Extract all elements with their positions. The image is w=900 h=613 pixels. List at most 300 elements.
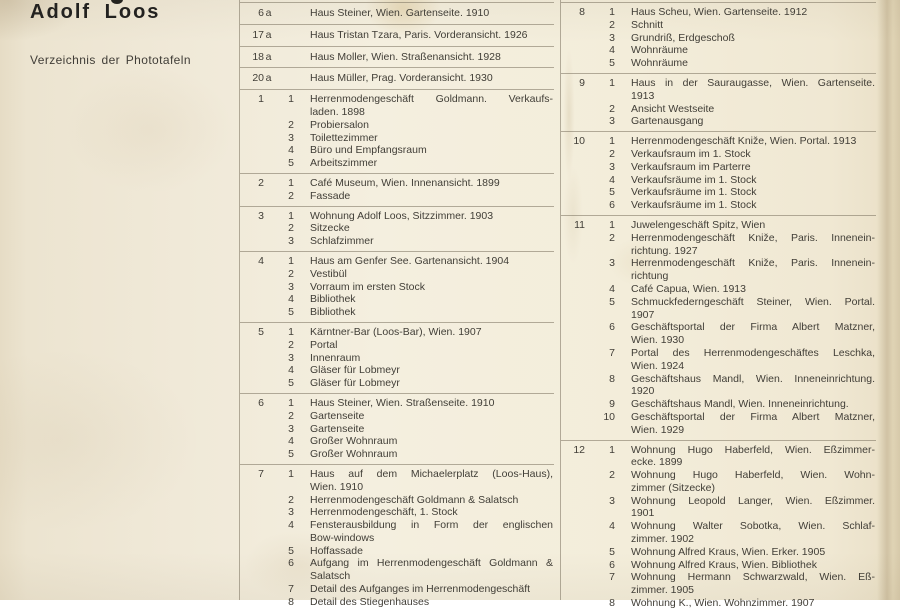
item-number: 7 [609,346,615,359]
item-text [310,352,553,365]
item-number: 2 [288,409,294,422]
item-number: 1 [609,6,615,18]
plate-number-cell [240,468,273,481]
item-text [631,186,875,199]
plate-number: 3 [258,209,264,222]
plate-number: 6 [258,7,264,19]
plate-suffix: a [265,7,272,19]
plate-suffix [264,397,273,410]
item-text [631,546,875,559]
item-text-line: Herrenmodengeschäft Goldmann. Verkaufs- [310,93,553,106]
item-text-line: Wohnung Adolf Loos, Sitzzimmer. 1903 [310,209,494,222]
plate-item-row [288,325,553,339]
plate-item-row [609,321,875,347]
item-number: 4 [288,435,294,448]
plate-number-cell [561,135,594,148]
item-text [310,468,553,494]
plate-item-row [609,102,875,116]
item-text [310,51,553,64]
plate-number: 7 [258,467,264,480]
item-number: 9 [609,398,615,411]
item-text [310,519,553,545]
item-text [310,377,553,390]
plate-suffix [585,77,594,90]
plate-item-row [609,218,875,232]
item-text-line: Haus Müller, Prag. Vorderansicht. 1930 [310,72,493,85]
plate-item-row [609,494,875,521]
item-text [631,597,875,610]
item-text-line: Großer Wohnraum [310,435,398,448]
item-text-line: Verkaufsraum im Parterre [631,160,751,173]
plate-item-row [609,199,875,212]
item-text-line: Café Museum, Wien. Innenansicht. 1899 [310,176,500,189]
plate-section [240,67,554,89]
plate-item-row [288,157,553,170]
plate-suffix [264,177,273,190]
plate-item-row [288,422,553,436]
plate-suffix [264,210,273,223]
plate-section [240,322,554,393]
plate-section [240,464,554,612]
item-text [310,557,553,583]
item-number: 4 [609,282,615,295]
plate-number-cell [561,77,594,90]
item-number: 1 [609,218,615,231]
plate-number: 2 [258,176,264,189]
item-text [310,364,553,377]
item-text-line: richtung. 1927 [631,244,698,257]
plate-item-row [288,254,553,268]
item-text [310,268,553,281]
plate-suffix [585,6,594,19]
item-text-line: 1907 [631,308,655,321]
item-text-line: richtung [631,270,669,283]
item-text-line: zimmer. 1905 [631,584,695,597]
item-text-line: Herrenmodengeschäft Kniže, Paris. Innenein- [631,257,875,270]
plate-item-list [288,467,553,609]
item-text [631,398,875,411]
item-text-line: Wien. 1924 [631,359,685,372]
item-text [310,326,553,339]
item-text-line: Herrenmodengeschäft, 1. Stock [310,506,458,519]
plate-suffix [264,93,273,106]
plate-number: 17 [252,28,264,41]
plate-item-row [609,31,875,45]
item-number: 5 [288,377,294,390]
item-text [631,347,875,373]
item-number: 8 [288,595,294,608]
plate-item-row [288,544,553,558]
item-text-line: Vorraum im ersten Stock [310,280,425,293]
item-number: 5 [288,157,294,170]
item-text-line: Büro und Empfangsraum [310,144,427,157]
item-number: 5 [609,545,615,558]
plate-suffix: a [265,50,272,63]
item-text [631,19,875,32]
plate-item-row [609,115,875,128]
plate-number-cell [240,29,273,42]
item-text-line: Wohnung K., Wien. Wohnzimmer. 1907 [631,597,815,610]
plate-number: 18 [252,50,264,63]
item-text-line: Herrenmodengeschäft Kniže, Wien. Portal. 1913 [631,135,857,148]
plate-item-row [288,118,553,132]
item-text-line: Wohnung Hermann Schwarzwald, Wien. Eß- [631,571,875,584]
plate-number: 12 [573,443,585,456]
item-number: 8 [609,372,615,385]
plate-item-row [288,557,553,583]
plate-number-cell [561,444,594,457]
plate-number: 20 [252,72,264,85]
plate-item-row [609,558,875,572]
item-number: 5 [609,295,615,308]
item-text [631,232,875,258]
item-number: 1 [288,396,294,409]
plate-section [561,2,876,73]
item-number: 3 [609,257,615,270]
item-number: 1 [609,76,615,89]
plate-suffix [585,219,594,232]
plate-item-row [288,93,553,119]
plate-item-row [288,209,553,223]
plate-section [240,173,554,206]
plate-item-row [609,443,875,470]
item-text [310,177,553,190]
item-text-line: Aufgang im Herrenmodengeschäft Goldmann & [310,557,553,570]
item-text [310,281,553,294]
plate-list-column-1 [239,0,554,608]
item-number: 2 [609,147,615,160]
plate-suffix: a [265,28,272,41]
item-text [631,571,875,597]
item-text-line: Gartenseite [310,409,365,422]
item-text-line: Hoffassade [310,544,363,557]
item-text [631,219,875,232]
item-number: 4 [609,520,615,533]
item-text-line: Portal [310,338,338,351]
item-text-line: Wohnung Leopold Langer, Wien. Eßzimmer. [631,494,875,507]
plate-item-list [310,29,553,42]
item-number: 5 [288,306,294,319]
item-number: 10 [603,410,615,423]
item-text-line: Verkaufsräume im 1. Stock [631,186,757,199]
item-text [631,296,875,322]
item-text-line: Wohnung Hugo Haberfeld, Wien. Eßzimmer- [631,443,875,456]
item-text-line: Café Capua, Wien. 1913 [631,282,746,295]
item-number: 3 [609,494,615,507]
plate-item-list [609,6,875,70]
item-text [631,161,875,174]
plate-item-row [609,135,875,148]
item-number: 4 [288,364,294,377]
item-number: 5 [609,57,615,70]
item-number: 4 [609,44,615,57]
item-text-line: Schlafzimmer [310,235,374,248]
item-text-line: Juwelengeschäft Spitz, Wien [631,218,766,231]
plate-item-list [609,443,875,610]
plate-item-row [609,597,875,610]
plate-item-row [288,377,553,390]
item-text [310,435,553,448]
item-text-line: Bibliothek [310,293,356,306]
plate-item-list [288,396,553,461]
plate-item-row [609,295,875,322]
plate-item-row [603,410,875,437]
item-text-line: Geschäftshaus Mandl, Wien. Inneneinrichtung. [631,372,875,385]
item-text [310,506,553,519]
item-text-line: Ansicht Westseite [631,102,715,115]
item-text-line: Geschäftsportal der Firma Albert Matzner, [631,410,875,423]
item-number: 6 [609,199,615,212]
item-text [310,210,553,223]
plate-item-list [603,218,875,437]
plate-item-row [310,51,553,64]
item-number: 6 [609,558,615,571]
plate-item-row [288,306,553,319]
item-text-line: Kärntner-Bar (Loos-Bar), Wien. 1907 [310,325,482,338]
plate-number: 8 [579,6,585,18]
plate-item-row [609,18,875,32]
plate-number: 5 [258,325,264,338]
plate-item-row [310,7,553,20]
item-number: 3 [609,115,615,128]
plate-number-cell [240,51,273,64]
plate-section [561,131,876,215]
item-text [631,32,875,45]
item-text-line: Fensterausbildung in Form der englischen [310,519,553,532]
item-number: 3 [288,280,294,293]
item-text-line: Wohnung Alfred Kraus, Wien. Bibliothek [631,558,817,571]
item-text [631,135,875,148]
item-number: 1 [609,135,615,148]
item-text-line: ecke. 1899 [631,456,683,469]
item-text [310,235,553,248]
item-number: 3 [609,31,615,44]
item-text-line: Großer Wohnraum [310,448,398,461]
item-number: 3 [288,235,294,248]
item-number: 3 [288,351,294,364]
item-text-line: Vestibül [310,267,347,280]
plate-list-column-2 [560,0,876,610]
item-text-line: Haus in der Sauraugasse, Wien. Gartenseite. [631,76,875,89]
item-text [310,255,553,268]
item-text [631,148,875,161]
plate-suffix [585,135,594,148]
item-text-line: Geschäftshaus Mandl, Wien. Inneneinrichtung. [631,398,849,411]
item-text-line: Detail des Stiegenhauses [310,595,430,608]
plate-item-row [310,72,553,85]
item-text-line: Herrenmodengeschäft Kniže, Paris. Innenein- [631,231,875,244]
plate-item-row [609,282,875,296]
item-number: 2 [288,338,294,351]
item-text-line: 1901 [631,507,655,520]
plate-item-row [609,469,875,495]
item-number: 2 [288,118,294,131]
plate-item-list [288,93,553,170]
item-number: 4 [609,173,615,186]
item-number: 1 [288,325,294,338]
item-text [310,397,553,410]
item-text [631,559,875,572]
item-text-line: Gartenseite [310,422,365,435]
item-text-line: Haus am Genfer See. Gartenansicht. 1904 [310,254,510,267]
plate-item-row [288,595,553,609]
plate-number-cell [561,219,594,232]
plate-item-row [288,222,553,235]
item-text [631,444,875,470]
item-text-line: Haus Steiner, Wien. Gartenseite. 1910 [310,7,490,19]
item-number: 2 [609,18,615,31]
item-text-line: Gartenausgang [631,115,704,128]
plate-item-row [288,131,553,145]
item-number: 2 [288,493,294,506]
item-text-line: Wien. 1930 [631,334,685,347]
item-number: 1 [288,93,294,106]
item-text-line: Arbeitszimmer [310,157,378,170]
item-text [310,339,553,352]
item-text [310,494,553,507]
item-text-line: Sitzecke [310,222,350,235]
plate-item-row [288,493,553,507]
plate-item-row [288,176,553,190]
item-text-line: Innenraum [310,351,361,364]
plate-number-cell [240,210,273,223]
plate-item-list [288,176,553,203]
plate-number: 1 [258,93,264,106]
item-text [631,495,875,521]
item-text-line: Gläser für Lobmeyr [310,364,400,377]
item-text [310,222,553,235]
item-text-line: Portal des Herrenmodengeschäftes Leschka, [631,346,875,359]
item-number: 2 [288,267,294,280]
item-text [631,283,875,296]
plate-section [561,440,876,613]
item-text-line: Schnitt [631,18,664,31]
plate-item-list [310,51,553,64]
plate-number-cell [240,397,273,410]
plate-item-row [609,520,875,546]
index-subtitle: Verzeichnis der Phototafeln [30,53,191,67]
plate-item-row [609,231,875,258]
item-number: 2 [609,102,615,115]
item-number: 1 [288,254,294,267]
item-text [310,93,553,119]
plate-item-row [609,398,875,411]
item-number: 8 [609,597,615,610]
item-text-line: Wohnräume [631,57,689,70]
plate-item-row [288,144,553,157]
item-text [631,77,875,103]
plate-item-row [609,57,875,70]
item-text-line: Wohnung Alfred Kraus, Wien. Erker. 1905 [631,545,826,558]
plate-number-cell [240,326,273,339]
plate-item-row [609,147,875,161]
item-text-line: Haus Steiner, Wien. Straßenseite. 1910 [310,396,495,409]
plate-item-list [609,76,875,128]
item-number: 2 [288,222,294,235]
item-text [310,545,553,558]
plate-number-cell [561,6,594,19]
item-text-line: 1920 [631,385,655,398]
item-number: 1 [288,176,294,189]
item-number: 1 [288,467,294,480]
item-text [310,410,553,423]
plate-number: 4 [258,254,264,267]
plate-section [561,215,876,440]
item-text-line: Gläser für Lobmeyr [310,377,400,390]
plate-item-list [288,325,553,390]
item-number: 5 [288,448,294,461]
plate-item-row [288,506,553,519]
item-text [310,596,553,609]
plate-item-row [609,372,875,399]
plate-item-row [609,545,875,559]
plate-suffix: a [265,72,272,85]
item-text [310,448,553,461]
plate-section [240,46,554,68]
item-number: 4 [288,519,294,532]
item-text-line: zimmer (Sitzecke) [631,481,716,494]
item-text [310,293,553,306]
plate-number: 6 [258,396,264,409]
item-text [310,423,553,436]
item-text-line: Bow-windows [310,531,375,544]
item-text-line: Haus auf dem Michaelerplatz (Loos-Haus), [310,467,553,480]
plate-item-list [288,209,553,248]
item-text-line: Probiersalon [310,118,369,131]
item-number: 2 [609,231,615,244]
plate-item-row [288,235,553,248]
item-text-line: Wien. 1910 [310,480,364,493]
item-text-line: Schmuckfederngeschäft Steiner, Wien. Portal. [631,295,875,308]
item-text [631,199,875,212]
item-text [631,44,875,57]
item-text-line: Fassade [310,189,351,202]
plate-item-row [288,583,553,596]
item-number: 5 [288,544,294,557]
plate-section [240,251,554,322]
plate-item-row [609,44,875,57]
plate-section [240,393,554,464]
plate-item-row [288,435,553,448]
plate-item-row [609,6,875,19]
item-text-line: laden. 1898 [310,105,365,118]
item-number: 6 [609,321,615,334]
plate-section [240,2,554,24]
plate-number-cell [240,93,273,106]
plate-item-row [609,76,875,103]
plate-item-row [609,257,875,283]
item-number: 5 [609,186,615,199]
plate-section [561,73,876,131]
item-number: 7 [609,571,615,584]
plate-number-cell [240,72,273,85]
item-text [310,119,553,132]
item-number: 2 [288,189,294,202]
item-text-line: Verkaufsräume im 1. Stock [631,173,757,186]
plate-number-cell [240,177,273,190]
item-text [631,6,875,19]
item-number: 6 [288,557,294,570]
item-text-line: Haus Tristan Tzara, Paris. Vorderansicht. 1926 [310,28,528,41]
plate-item-row [288,280,553,294]
plate-item-row [288,338,553,352]
plate-item-row [288,396,553,410]
item-text-line: Salatsch [310,570,351,583]
item-number: 1 [288,209,294,222]
item-text [631,57,875,70]
plate-number-cell [240,7,273,20]
item-text-line: Haus Scheu, Wien. Gartenseite. 1912 [631,6,808,18]
